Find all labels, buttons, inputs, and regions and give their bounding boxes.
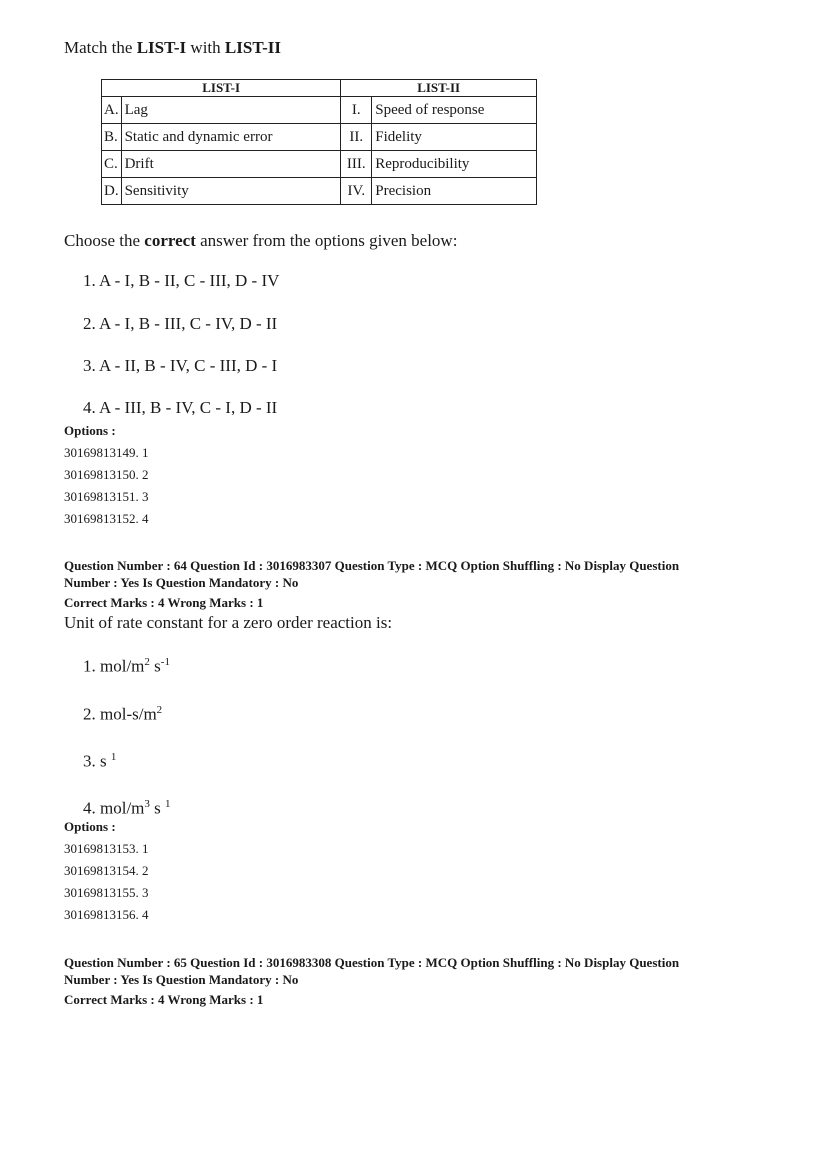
q63-choice-3: 3. A - II, B - IV, C - III, D - I xyxy=(83,356,278,375)
q64-choice-2: 2. mol-$s/m^2$ xyxy=(83,704,163,724)
row-key-2: III. xyxy=(341,151,372,178)
row-value-2: Speed of response xyxy=(372,97,537,124)
q65-marks: Correct Marks : 4 Wrong Marks : 1 xyxy=(64,992,264,1007)
q64-choice-1: 1. mol/$m^2$ $s^{-1}$ xyxy=(83,656,170,676)
row-key-1: B. xyxy=(102,124,122,151)
header-list2: LIST-II xyxy=(341,80,537,97)
row-key-1: D. xyxy=(102,178,122,205)
table-row xyxy=(102,151,537,178)
q64-meta-line1: Question Number : 64 Question Id : 3016983307 Question Type : MCQ Option Shuffling : No Display Question xyxy=(64,558,680,573)
q65-meta-line1: Question Number : 65 Question Id : 3016983308 Question Type : MCQ Option Shuffling : No Display Question xyxy=(64,955,680,970)
q65-meta xyxy=(64,954,774,1008)
table-row xyxy=(102,97,537,124)
q63-instruction: Match the LIST-I with LIST-II xyxy=(64,38,281,57)
q64-option-id-3: 30169813155. 3 xyxy=(64,885,149,900)
row-value-1: Sensitivity xyxy=(121,178,341,205)
table-header-row xyxy=(102,80,537,97)
row-value-1: Drift xyxy=(121,151,341,178)
q64-choice-3: 3. s $^1$ xyxy=(83,751,117,771)
q63-options-label: Options : xyxy=(64,423,116,438)
row-key-2: IV. xyxy=(341,178,372,205)
row-value-1: Static and dynamic error xyxy=(121,124,341,151)
row-key-1: C. xyxy=(102,151,122,178)
q64-option-id-2: 30169813154. 2 xyxy=(64,863,149,878)
q63-choice-2: 2. A - I, B - III, C - IV, D - II xyxy=(83,314,278,333)
q64-options-label: Options : xyxy=(64,819,116,834)
q63-option-id-4: 30169813152. 4 xyxy=(64,511,149,526)
q64-option-id-4: 30169813156. 4 xyxy=(64,907,149,922)
row-value-1: Lag xyxy=(121,97,341,124)
q63-option-id-2: 30169813150. 2 xyxy=(64,467,149,482)
q63-option-id-3: 30169813151. 3 xyxy=(64,489,149,504)
q64-question: Unit of rate constant for a zero order reaction is: xyxy=(64,613,393,632)
row-key-2: I. xyxy=(341,97,372,124)
q64-marks: Correct Marks : 4 Wrong Marks : 1 xyxy=(64,595,264,610)
q65-meta-line2: Number : Yes Is Question Mandatory : No xyxy=(64,972,299,987)
table-row xyxy=(102,178,537,205)
table-row xyxy=(102,124,537,151)
header-list1: LIST-I xyxy=(102,80,341,97)
row-key-1: A. xyxy=(102,97,122,124)
row-key-2: II. xyxy=(341,124,372,151)
row-value-2: Fidelity xyxy=(372,124,537,151)
row-value-2: Precision xyxy=(372,178,537,205)
row-value-2: Reproducibility xyxy=(372,151,537,178)
match-table xyxy=(101,79,537,205)
q64-choice-4: 4. mol/$m^3$ s $^1$ xyxy=(83,798,171,818)
q63-choose-instruction: Choose the correct answer from the options given below: xyxy=(64,231,458,250)
q63-option-id-1: 30169813149. 1 xyxy=(64,445,149,460)
q64-meta xyxy=(64,557,774,611)
q63-choice-1: 1. A - I, B - II, C - III, D - IV xyxy=(83,271,280,290)
q63-choice-4: 4. A - III, B - IV, C - I, D - II xyxy=(83,398,278,415)
q64-option-id-1: 30169813153. 1 xyxy=(64,841,149,856)
q64-meta-line2: Number : Yes Is Question Mandatory : No xyxy=(64,575,299,590)
